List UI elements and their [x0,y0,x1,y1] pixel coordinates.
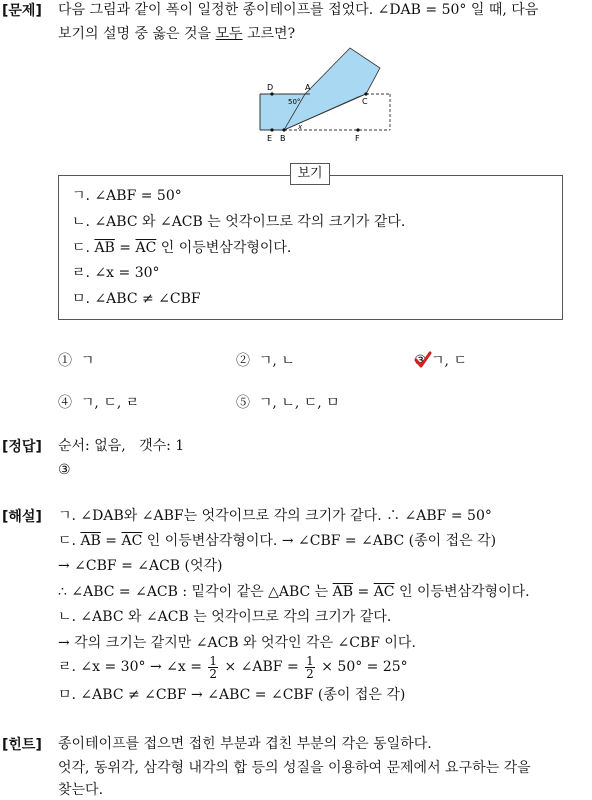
point-e [270,128,273,131]
option-1-marker: ① [58,353,72,369]
choice-item-5 [72,289,201,309]
problem-line-2 [58,24,295,44]
label-a: A [305,83,311,92]
explanation-line-6: → 각의 크기는 같지만 ∠ACB 와 엇각인 각은 ∠CBF 이다. [58,635,416,651]
explanation-line-4-equals: = [353,584,374,600]
option-1-text: ㄱ [80,353,95,369]
problem-line-1: 다음 그림과 같이 폭이 일정한 종이테이프를 접었다. ∠DAB = 50° 일 때, 다음 [58,2,539,18]
choice-item-2-prefix: ㄴ. [72,214,95,230]
fraction-denominator: 2 [306,666,314,681]
checkmark-icon [414,351,432,369]
segment-ab: $\overline{AB}$ [94,240,115,256]
choice-item-3-prefix: ㄷ. [72,240,95,256]
fraction-half-1 [208,655,218,680]
choice-item-1 [72,186,182,206]
explanation-line-2-text: 인 이등변삼각형이다. → ∠CBF = ∠ABC (종이 접은 각) [142,533,497,549]
choice-item-4-text: ∠x = 30° [94,265,160,281]
segment-ab: $\overline{AB}$ [80,533,101,549]
choice-item-1-prefix: ㄱ. [72,188,95,204]
explanation-line-5: ㄴ. ∠ABC 와 ∠ACB 는 엇각이므로 각의 크기가 같다. [58,609,392,625]
segment-ac: $\overline{AC}$ [373,584,395,600]
option-1[interactable] [58,351,94,371]
choice-item-2-text: ∠ABC 와 ∠ACB 는 엇각이므로 각의 크기가 같다. [94,214,406,230]
label-f: F [355,134,360,143]
point-b [282,128,285,131]
explanation-line-7-start: ㄹ. ∠x = 30° → ∠x = [58,659,207,675]
problem-line-2-start: 보기의 설명 중 옳은 것을 [58,26,216,42]
explanation-line-4-start: ∴ ∠ABC = ∠ACB : 밑각이 같은 △ABC 는 [58,584,333,600]
explanation-line-7 [58,652,408,682]
problem-line-2-end: 고르면? [242,26,296,42]
choice-item-2 [72,212,405,232]
explanation-line-1: ㄱ. ∠DAB와 ∠ABF는 엇각이므로 각의 크기가 같다. ∴ ∠ABF = 50° [58,508,492,524]
fraction-numerator: 1 [306,653,314,668]
hint-line-1: 종이테이프를 접으면 접힌 부분과 겹친 부분의 각은 동일하다. [58,736,432,752]
point-d [270,92,273,95]
explanation-line-7-mid: × ∠ABF = [220,659,304,675]
folded-tape-figure [250,42,400,148]
option-4-marker: ④ [58,395,72,411]
explanation-line-2-equals: = [100,533,122,549]
label-d: D [267,83,274,92]
point-f [356,128,359,131]
option-5-marker: ⑤ [236,395,250,411]
label-c: C [362,97,368,106]
answer-line-1: 순서: 없음, 갯수: 1 [58,438,185,454]
label-x: x [298,123,303,131]
hint-line-2: 엇각, 동위각, 삼각형 내각의 합 등의 성질을 이용하여 문제에서 요구하는 각을 [58,760,531,776]
underlined-all: 모두 [215,26,243,42]
choice-item-4 [72,263,160,283]
segment-ac: $\overline{AC}$ [135,240,157,256]
problem-label: [문제] [2,3,42,19]
option-5[interactable] [236,393,340,413]
choice-item-1-text: ∠ABF = 50° [94,188,182,204]
label-b: B [280,134,286,143]
option-5-text: ㄱ, ㄴ, ㄷ, ㅁ [258,395,340,411]
explanation-line-2 [58,531,496,551]
option-2-marker: ② [236,353,250,369]
label-angle: 50° [288,98,301,106]
answer-label: [정답] [2,439,42,455]
explanation-line-4 [58,582,530,602]
explanation-line-8: ㅁ. ∠ABC ≠ ∠CBF → ∠ABC = ∠CBF (종이 접은 각) [58,687,406,703]
option-3-marker-wrap [414,351,427,371]
tape-folded [284,48,380,130]
option-3-marker: ③ [414,353,427,369]
option-4-text: ㄱ, ㄷ, ㄹ [80,395,140,411]
explanation-line-7-end: × 50° = 25° [316,659,408,675]
explanation-label: [해설] [2,509,42,525]
fraction-numerator: 1 [209,653,218,668]
label-e: E [267,134,273,143]
hint-label: [힌트] [2,737,42,753]
choices-box-title: 보기 [290,163,330,185]
fraction-denominator: 2 [209,666,218,681]
point-c [364,92,367,95]
option-3[interactable] [414,351,467,371]
option-4[interactable] [58,393,139,413]
explanation-line-2-prefix: ㄷ. [58,533,81,549]
choice-item-5-text: ∠ABC ≠ ∠CBF [94,291,201,307]
explanation-line-4-end: 인 이등변삼각형이다. [394,584,530,600]
option-3-text: ㄱ, ㄷ [431,353,467,369]
answer-line-2: ③ [58,462,71,478]
option-2[interactable] [236,351,295,371]
choice-item-3-equals: = [114,240,136,256]
choice-item-3 [72,238,291,258]
choice-item-4-prefix: ㄹ. [72,265,95,281]
option-2-text: ㄱ, ㄴ [258,353,295,369]
segment-ac: $\overline{AC}$ [121,533,143,549]
segment-ab: $\overline{AB}$ [332,584,354,600]
choice-item-3-text: 인 이등변삼각형이다. [156,240,292,256]
explanation-line-3: → ∠CBF = ∠ACB (엇각) [58,558,223,574]
choice-item-5-prefix: ㅁ. [72,291,95,307]
hint-line-3: 찾는다. [58,782,104,798]
fraction-half-2 [305,655,315,680]
